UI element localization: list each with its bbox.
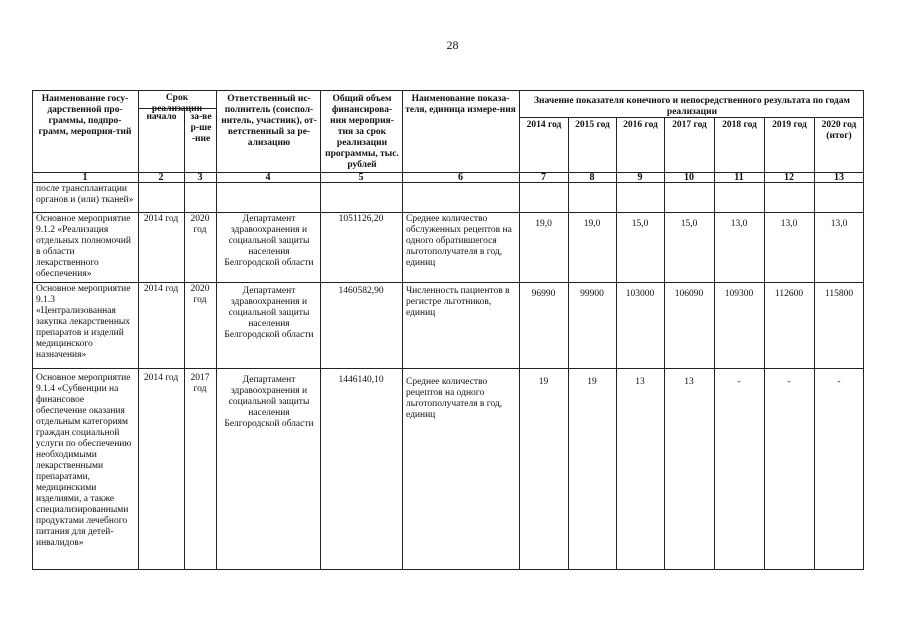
column-number: 9: [637, 172, 643, 183]
header-program-name: Наименование госу-дарственной про-граммы, подпро-грамм, мероприя-тий: [38, 94, 132, 137]
table-row-value: 13,0: [830, 219, 848, 229]
column-number: 1: [82, 172, 88, 183]
table-row-executor: Департамент здравоохранения и социальной защиты населения Белгородской области: [224, 375, 314, 429]
table-row-start: 2014 год: [143, 373, 179, 383]
header-executor: Ответственный ис-полнитель (соиспол-нитель, участник), от-ветственный за ре-ализацию: [221, 94, 317, 148]
table-row-funding: 1460582,90: [338, 286, 384, 296]
table-row-value: -: [787, 377, 791, 387]
header-year: 2017 год: [672, 120, 707, 130]
column-number: 7: [541, 172, 546, 183]
table-row-value: 115800: [824, 289, 854, 299]
table-row-value: 13,0: [730, 219, 748, 229]
header-indicator: Наименование показа-теля, единица измере-ния: [405, 94, 516, 115]
header-year: 2019 год: [772, 120, 807, 130]
table-row-value: 112600: [774, 289, 804, 299]
table-row-name: Основное мероприятие 9.1.2 «Реализация отдельных полномочий в области лекарственного обеспечения»: [36, 214, 131, 279]
table-row-value: 19,0: [535, 219, 552, 229]
table-row-value: 19,0: [583, 219, 601, 229]
table-row-funding: 1446140,10: [338, 375, 384, 385]
table-row-value: 13: [635, 377, 645, 387]
column-number: 3: [197, 172, 203, 183]
column-number: 4: [265, 172, 271, 183]
column-number: 13: [834, 172, 844, 183]
table-row-value: -: [737, 377, 741, 387]
header-year: 2015 год: [575, 120, 610, 130]
table-row-indicator: Среднее количество рецептов на одного льготополучателя в год, единиц: [406, 377, 503, 420]
table-row-value: 19: [538, 377, 549, 387]
header-year: 2020 год (итог): [821, 120, 857, 141]
table-row-indicator: Численность пациентов в регистре льготников, единиц: [406, 286, 510, 318]
table-row-start: 2014 год: [143, 284, 179, 294]
column-number: 8: [589, 172, 595, 183]
column-number: 5: [358, 172, 364, 183]
table-row-funding: 1051126,20: [338, 214, 384, 224]
table-row-value: 99900: [580, 289, 604, 299]
column-number: 11: [734, 172, 744, 183]
table-row-indicator: Среднее количество обслуженных рецептов на одного обратившегося льготополучателя в год, единиц: [406, 214, 512, 268]
column-number: 2: [158, 172, 164, 183]
table-row-value: 103000: [625, 289, 655, 299]
table-row-end: 2017 год: [190, 373, 210, 394]
header-term: Срок реализации: [151, 93, 203, 114]
table-row-name: Основное мероприятие 9.1.3 «Централизованная закупка лекарственных препаратов и изделий медицинского назначения»: [36, 284, 131, 360]
table-row-end: 2020 год: [190, 284, 210, 305]
table-row-value: 19: [587, 377, 597, 387]
table-row-value: 13,0: [780, 219, 798, 229]
results-table: [32, 90, 864, 570]
header-values: Значение показателя конечного и непосредственного результата по годам реализации: [534, 96, 850, 117]
header-term-start: начало: [146, 112, 177, 122]
table-row-value: 15,0: [631, 219, 649, 229]
table-row-end: 2020 год: [190, 214, 210, 235]
header-term-end: за-вер-ше-ние: [190, 112, 212, 144]
header-year: 2018 год: [722, 120, 757, 130]
header-funding: Общий объем финансирова-ния мероприя-тия за срок реализации программы, тыс. рублей: [325, 94, 399, 170]
header-year: 2014 год: [526, 120, 562, 130]
column-number: 6: [458, 172, 463, 183]
table-row-executor: Департамент здравоохранения и социальной защиты населения Белгородской области: [224, 214, 314, 268]
table-row-value: 96990: [531, 289, 556, 299]
column-number: 10: [684, 172, 694, 183]
page-number: 28: [446, 38, 459, 52]
table-row-value: 13: [684, 377, 694, 387]
table-row-value: -: [837, 377, 841, 387]
table-row-executor: Департамент здравоохранения и социальной защиты населения Белгородской области: [224, 286, 314, 340]
table-row-name: после трансплантации органов и (или) тканей»: [36, 184, 134, 205]
column-number: 12: [784, 172, 794, 183]
table-row-value: 109300: [724, 289, 754, 299]
table-grid-lines: [32, 90, 864, 570]
table-row-start: 2014 год: [143, 214, 179, 224]
table-row-value: 15,0: [680, 219, 698, 229]
table-row-value: 106090: [674, 289, 704, 299]
header-year: 2016 год: [623, 120, 658, 130]
table-row-name: Основное мероприятие 9.1.4 «Субвенции на финансовое обеспечение оказания отдельным категориям граждан социальной услуги по обеспечению необходимыми лекарственными препаратами, медицинскими изделиями, а также специализированными продуктами лечебного питания для детей-инвалидов»: [36, 373, 132, 548]
